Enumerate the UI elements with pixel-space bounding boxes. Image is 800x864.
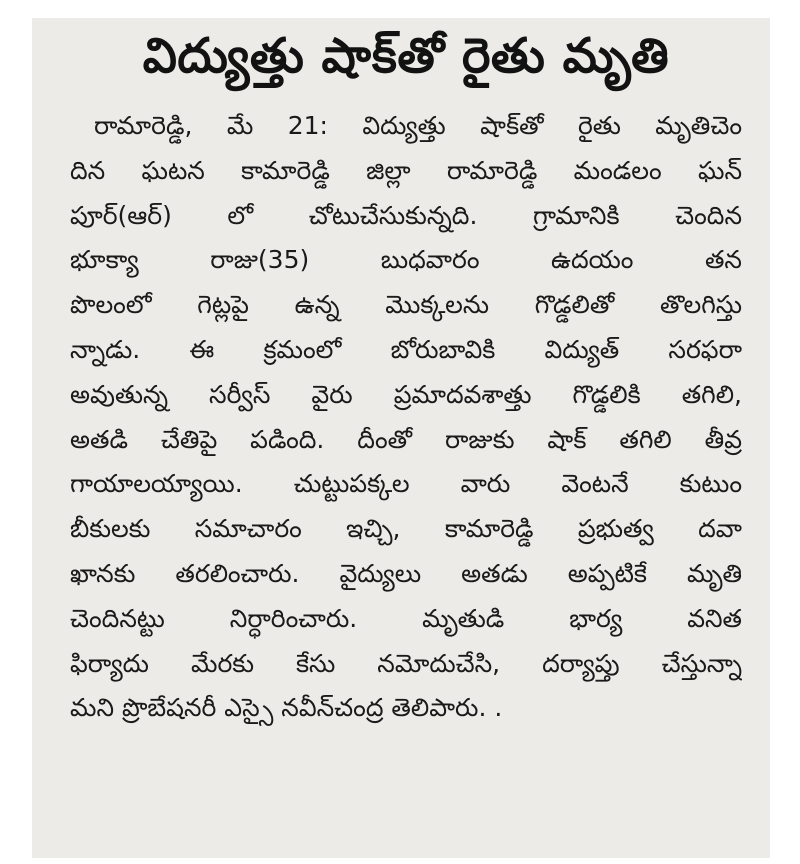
headline: విద్యుత్తు షాక్‌తో రైతు మృతి bbox=[142, 28, 670, 84]
article-line: బీకులకు సమాచారం ఇచ్చి, కామారెడ్డి ప్రభుత్వ దవా bbox=[70, 514, 742, 544]
article-line: గాయాలయ్యాయి. చుట్టుపక్కల వారు వెంటనే కుటుం bbox=[70, 469, 742, 499]
article-line: అవుతున్న సర్వీస్ వైరు ప్రమాదవశాత్తు గొడ్డలికి తగిలి, bbox=[70, 379, 742, 409]
article-line: ఖానకు తరలించారు. వైద్యులు అతడు అప్పటికే మృతి bbox=[70, 558, 742, 588]
article-line: చెందినట్టు నిర్ధారించారు. మృతుడి భార్య వనిత bbox=[70, 603, 742, 633]
article-line: భూక్యా రాజు(35) బుధవారం ఉదయం తన bbox=[70, 245, 742, 275]
article-line: రామారెడ్డి, మే 21: విద్యుత్తు షాక్‌తో రైతు మృతిచెం bbox=[94, 111, 742, 140]
article-body bbox=[70, 104, 742, 731]
article-line: న్నాడు. ఈ క్రమంలో బోరుబావికి విద్యుత్ సరఫరా bbox=[70, 334, 742, 364]
article-line: అతడి చేతిపై పడింది. దీంతో రాజుకు షాక్ తగిలి తీవ్ర bbox=[70, 424, 742, 454]
newspaper-clipping bbox=[32, 18, 770, 858]
article-line: పొలంలో గెట్లపై ఉన్న మొక్కలను గొడ్డలితో తొలగిస్తు bbox=[70, 290, 742, 320]
article-line: మని ప్రొబేషనరీ ఎస్సై నవీన్‌చంద్ర తెలిపారు. . bbox=[70, 693, 503, 723]
article-line: పూర్(ఆర్) లో చోటుచేసుకున్నది. గ్రామానికి చెందిన bbox=[70, 200, 742, 230]
article-line: ఫిర్యాదు మేరకు కేసు నమోదుచేసి, దర్యాప్తు చేస్తున్నా bbox=[70, 648, 742, 678]
article-line: దిన ఘటన కామారెడ్డి జిల్లా రామారెడ్డి మండలం ఘన్ bbox=[70, 155, 742, 185]
